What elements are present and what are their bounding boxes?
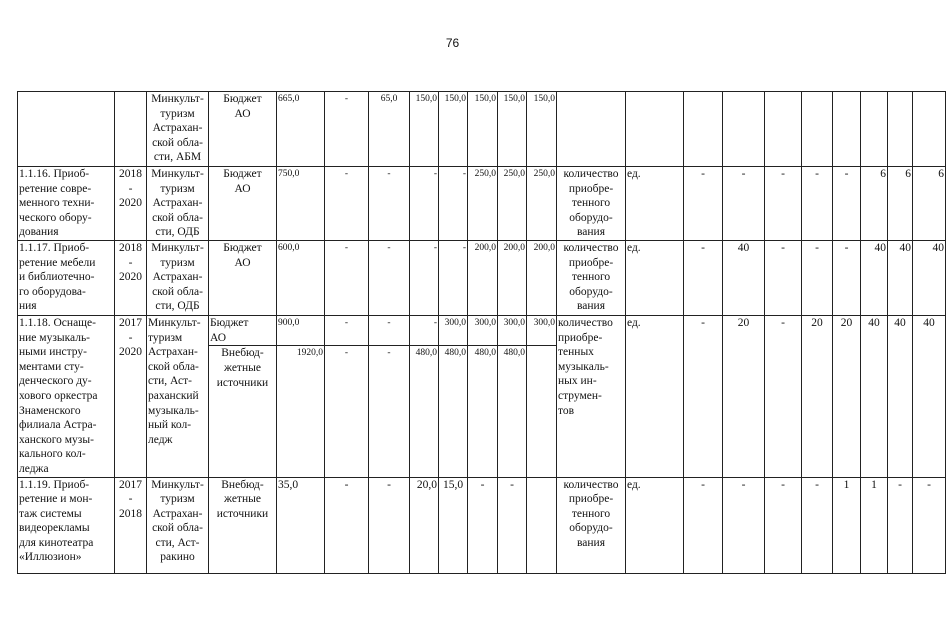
- indicator-value: -: [723, 477, 765, 573]
- funding-y2014: -: [325, 240, 369, 315]
- funding-y2018: 300,0: [468, 315, 498, 345]
- indicator-value: -: [765, 477, 802, 573]
- indicator-value: [833, 92, 861, 167]
- funding-y2015: 65,0: [369, 92, 410, 167]
- indicator-value: -: [723, 167, 765, 241]
- indicator-value: -: [833, 240, 861, 315]
- funding-y2017: 150,0: [439, 92, 468, 167]
- funding-y2015: -: [369, 167, 410, 241]
- indicator-value: -: [684, 477, 723, 573]
- activity-name: 1.1.18. Оснаще- ние музыкаль- ными инстру- ментами сту- денческого ду- хового оркестра Знаменского филиала Астра- ханского музы- кального кол- леджа: [18, 315, 115, 477]
- funding-y2016: 150,0: [410, 92, 439, 167]
- indicator-value: -: [802, 167, 833, 241]
- funding-total: 665,0: [277, 92, 325, 167]
- funding-y2016: -: [410, 167, 439, 241]
- indicator-value: [684, 92, 723, 167]
- indicator-value: 40: [861, 315, 888, 477]
- indicator-value: 20: [723, 315, 765, 477]
- funding-total: 1920,0: [277, 346, 325, 477]
- table-row: [18, 167, 946, 241]
- indicator-unit: ед.: [626, 167, 684, 241]
- indicator-value: 1: [833, 477, 861, 573]
- indicator-value: -: [765, 167, 802, 241]
- funding-total: 35,0: [277, 477, 325, 573]
- funding-y2016: 20,0: [410, 477, 439, 573]
- funding-y2015: -: [369, 477, 410, 573]
- funding-y2019: -: [498, 477, 527, 573]
- indicator-value: -: [765, 315, 802, 477]
- indicator-value: -: [765, 240, 802, 315]
- funding-source: Бюджет АО: [209, 315, 277, 345]
- activity-years: [115, 92, 147, 167]
- funding-y2015: -: [369, 346, 410, 477]
- indicator-value: -: [684, 315, 723, 477]
- activity-executor: Минкульт- туризм Астрахан- ской обла- сти, Аст- раханский музыкаль- ный кол- ледж: [147, 315, 209, 477]
- funding-y2017: -: [439, 167, 468, 241]
- funding-y2020: [527, 477, 557, 573]
- indicator-value: [723, 92, 765, 167]
- indicator-value: 40: [861, 240, 888, 315]
- page-number: 76: [445, 36, 460, 50]
- table-row: [18, 315, 946, 345]
- table-row: [18, 477, 946, 573]
- indicator-value: 40: [888, 240, 913, 315]
- program-activities-table: [17, 91, 946, 574]
- funding-y2014: -: [325, 346, 369, 477]
- funding-source: Бюджет АО: [209, 240, 277, 315]
- funding-y2019: 300,0: [498, 315, 527, 345]
- indicator-unit: ед.: [626, 240, 684, 315]
- funding-y2014: -: [325, 167, 369, 241]
- funding-y2017: -: [439, 240, 468, 315]
- indicator-name: количество приобре- тенного оборудо- вания: [557, 240, 626, 315]
- activity-years: 2017 - 2020: [115, 315, 147, 477]
- funding-y2016: -: [410, 315, 439, 345]
- activity-years: 2018 - 2020: [115, 240, 147, 315]
- funding-y2019: 480,0: [498, 346, 527, 477]
- funding-y2017: 300,0: [439, 315, 468, 345]
- indicator-unit: [626, 92, 684, 167]
- funding-y2018: 250,0: [468, 167, 498, 241]
- funding-total: 900,0: [277, 315, 325, 345]
- funding-y2014: -: [325, 477, 369, 573]
- indicator-value: 20: [802, 315, 833, 477]
- funding-y2016: 480,0: [410, 346, 439, 477]
- indicator-value: 20: [833, 315, 861, 477]
- indicator-value: 6: [861, 167, 888, 241]
- indicator-value: 40: [913, 240, 946, 315]
- funding-y2019: 200,0: [498, 240, 527, 315]
- funding-y2018: -: [468, 477, 498, 573]
- funding-source: Внебюд- жетные источники: [209, 477, 277, 573]
- funding-y2015: -: [369, 240, 410, 315]
- funding-y2020: 150,0: [527, 92, 557, 167]
- indicator-value: 6: [913, 167, 946, 241]
- funding-y2020: 250,0: [527, 167, 557, 241]
- indicator-value: -: [888, 477, 913, 573]
- indicator-value: -: [684, 240, 723, 315]
- indicator-value: -: [684, 167, 723, 241]
- funding-y2019: 150,0: [498, 92, 527, 167]
- funding-y2014: -: [325, 315, 369, 345]
- activity-name: 1.1.19. Приоб- ретение и мон- таж системы видеорекламы для кинотеатра «Иллюзион»: [18, 477, 115, 573]
- indicator-unit: ед.: [626, 315, 684, 477]
- table-row: [18, 92, 946, 167]
- funding-source: Бюджет АО: [209, 167, 277, 241]
- activity-executor: Минкульт- туризм Астрахан- ской обла- сти, Аст- ракино: [147, 477, 209, 573]
- activity-name: 1.1.16. Приоб- ретение совре- менного техни- ческого обору- дования: [18, 167, 115, 241]
- indicator-value: 1: [861, 477, 888, 573]
- funding-y2018: 150,0: [468, 92, 498, 167]
- table-row: [18, 240, 946, 315]
- funding-source: Бюджет АО: [209, 92, 277, 167]
- funding-y2019: 250,0: [498, 167, 527, 241]
- indicator-value: -: [802, 477, 833, 573]
- funding-y2020: [527, 346, 557, 477]
- indicator-name: количество приобре- тенного оборудо- вания: [557, 477, 626, 573]
- indicator-name: [557, 92, 626, 167]
- activity-executor: Минкульт- туризм Астрахан- ской обла- сти, ОДБ: [147, 240, 209, 315]
- funding-y2016: -: [410, 240, 439, 315]
- indicator-value: [888, 92, 913, 167]
- indicator-value: 40: [723, 240, 765, 315]
- indicator-value: -: [833, 167, 861, 241]
- indicator-name: количество приобре- тенных музыкаль- ных ин- струмен- тов: [557, 315, 626, 477]
- activity-years: 2017 - 2018: [115, 477, 147, 573]
- funding-y2017: 480,0: [439, 346, 468, 477]
- funding-y2018: 200,0: [468, 240, 498, 315]
- indicator-value: 40: [913, 315, 946, 477]
- funding-source: Внебюд- жетные источники: [209, 346, 277, 477]
- activity-name: [18, 92, 115, 167]
- activity-executor: Минкульт- туризм Астрахан- ской обла- сти, ОДБ: [147, 167, 209, 241]
- indicator-unit: ед.: [626, 477, 684, 573]
- funding-y2020: 300,0: [527, 315, 557, 345]
- activity-name: 1.1.17. Приоб- ретение мебели и библиотечно- го оборудова- ния: [18, 240, 115, 315]
- funding-y2017: 15,0: [439, 477, 468, 573]
- funding-y2014: -: [325, 92, 369, 167]
- funding-total: 750,0: [277, 167, 325, 241]
- funding-total: 600,0: [277, 240, 325, 315]
- funding-y2020: 200,0: [527, 240, 557, 315]
- activity-executor: Минкульт- туризм Астрахан- ской обла- сти, АБМ: [147, 92, 209, 167]
- funding-y2015: -: [369, 315, 410, 345]
- indicator-value: -: [913, 477, 946, 573]
- indicator-value: [861, 92, 888, 167]
- indicator-value: [802, 92, 833, 167]
- funding-y2018: 480,0: [468, 346, 498, 477]
- indicator-value: [913, 92, 946, 167]
- indicator-value: -: [802, 240, 833, 315]
- activity-years: 2018 - 2020: [115, 167, 147, 241]
- indicator-value: 40: [888, 315, 913, 477]
- indicator-value: 6: [888, 167, 913, 241]
- indicator-value: [765, 92, 802, 167]
- indicator-name: количество приобре- тенного оборудо- вания: [557, 167, 626, 241]
